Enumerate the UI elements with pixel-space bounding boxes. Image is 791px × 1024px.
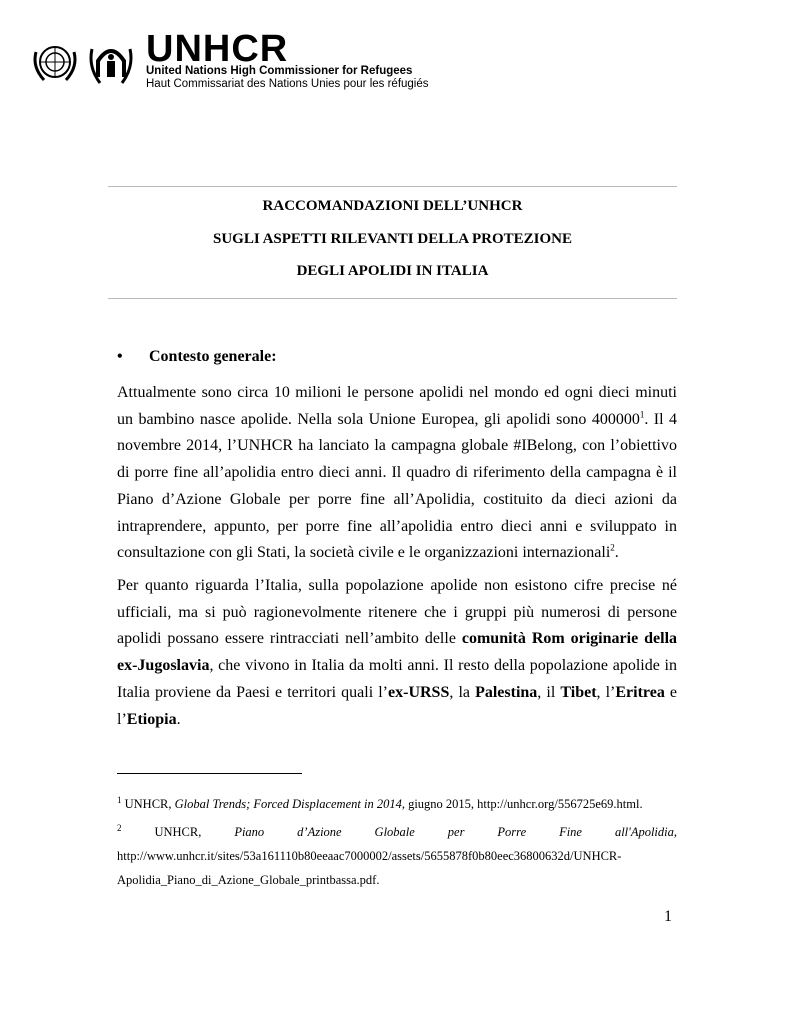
bold-term: comunità Rom originarie della ex-Jugoslavia (117, 630, 678, 675)
bold-term: Palestina (475, 683, 538, 701)
unhcr-emblem-icon (86, 37, 136, 87)
p2-text: . (176, 710, 181, 728)
footnote-ref-1[interactable]: 1 (639, 409, 645, 420)
bold-term: ex-URSS (388, 683, 450, 701)
divider-top (108, 186, 677, 187)
section-heading-text: Contesto generale: (149, 348, 277, 365)
footnote-title: Global Trends; Forced Displacement in 2014 (174, 797, 402, 811)
paragraph-1 (117, 380, 677, 567)
p1-text-b: . Il 4 novembre 2014, l’UNHCR ha lanciato la campagna globale #IBelong, con l’obiettivo di porre fine all’apolidia entro dieci anni. Il quadro di riferimento della campagna è il Piano d’Azione Globale per porre fine all’Apolidia, costituito da dieci azioni da intraprendere, appunto, per porre fine all’apolidia entro dieci anni e sviluppato in consultazione con gli Stati, la società civile e le organizzazioni internazionali (117, 410, 677, 562)
footnote-text: UNHCR, (154, 825, 235, 839)
bold-term: Eritrea (615, 683, 665, 701)
footnote-1 (117, 792, 677, 816)
bold-term: Tibet (560, 683, 597, 701)
p2-text: , il (537, 683, 561, 701)
title-line-1: RACCOMANDAZIONI DELL’UNHCR (262, 198, 523, 214)
footnote-title: Piano d’Azione Globale per Porre Fine all'Apolidia (234, 825, 674, 839)
p2-text: , l’ (596, 683, 616, 701)
title-line-2: SUGLI ASPETTI RILEVANTI DELLA PROTEZIONE (212, 231, 572, 247)
org-name-en: United Nations High Commissioner for Refugees (146, 65, 413, 77)
footnote-text: UNHCR, (124, 797, 175, 811)
p2-text: Per quanto riguarda l’Italia, sulla popolazione apolide non esistono cifre precise né ufficiali, ma si può ragionevolmente ritenere che i gruppi più numerosi di persone apolidi possano essere rintracciati nell’ambito delle (117, 577, 677, 648)
section-heading (117, 348, 277, 366)
footnote-2 (117, 820, 677, 892)
footnote-number: 2 (117, 822, 122, 833)
un-emblem-icon (30, 37, 80, 87)
p2-text: , che vivono in Italia da molti anni. Il resto della popolazione apolide in Italia proviene da Paesi e territori quali l’ (117, 657, 677, 701)
bullet-icon: • (117, 348, 123, 365)
footnote-separator (117, 773, 302, 774)
paragraph-2 (117, 573, 677, 733)
p1-text-a: Attualmente sono circa 10 milioni le persone apolidi nel mondo ed ogni dieci minuti un bambino nasce apolide. Nella sola Unione Europea, gli apolidi sono 400000 (117, 384, 677, 428)
title-line-3: DEGLI APOLIDI IN ITALIA (296, 263, 489, 279)
page-number: 1 (664, 908, 672, 925)
p2-text: , la (449, 683, 476, 701)
unhcr-logo (30, 28, 429, 91)
footnote-text: , http://www.unhcr.it/sites/53a161110b80eeaac7000002/assets/5655878f0b80eec36800632d/UNHCR-Apolidia_Piano_di_Azione_Globale_printbassa.pdf. (117, 825, 677, 887)
footnote-number: 1 (117, 794, 122, 805)
p2-text: e l’ (117, 683, 678, 728)
divider-bottom (108, 298, 677, 299)
p1-text-c: . (614, 544, 619, 562)
bold-term: Etiopia (126, 710, 177, 728)
org-name-fr: Haut Commissariat des Nations Unies pour les réfugiés (146, 78, 429, 90)
footnote-ref-2[interactable]: 2 (610, 542, 615, 553)
footnote-text: , giugno 2015, http://unhcr.org/556725e69.html. (401, 797, 643, 811)
logo-wordmark: UNHCR (146, 28, 289, 70)
